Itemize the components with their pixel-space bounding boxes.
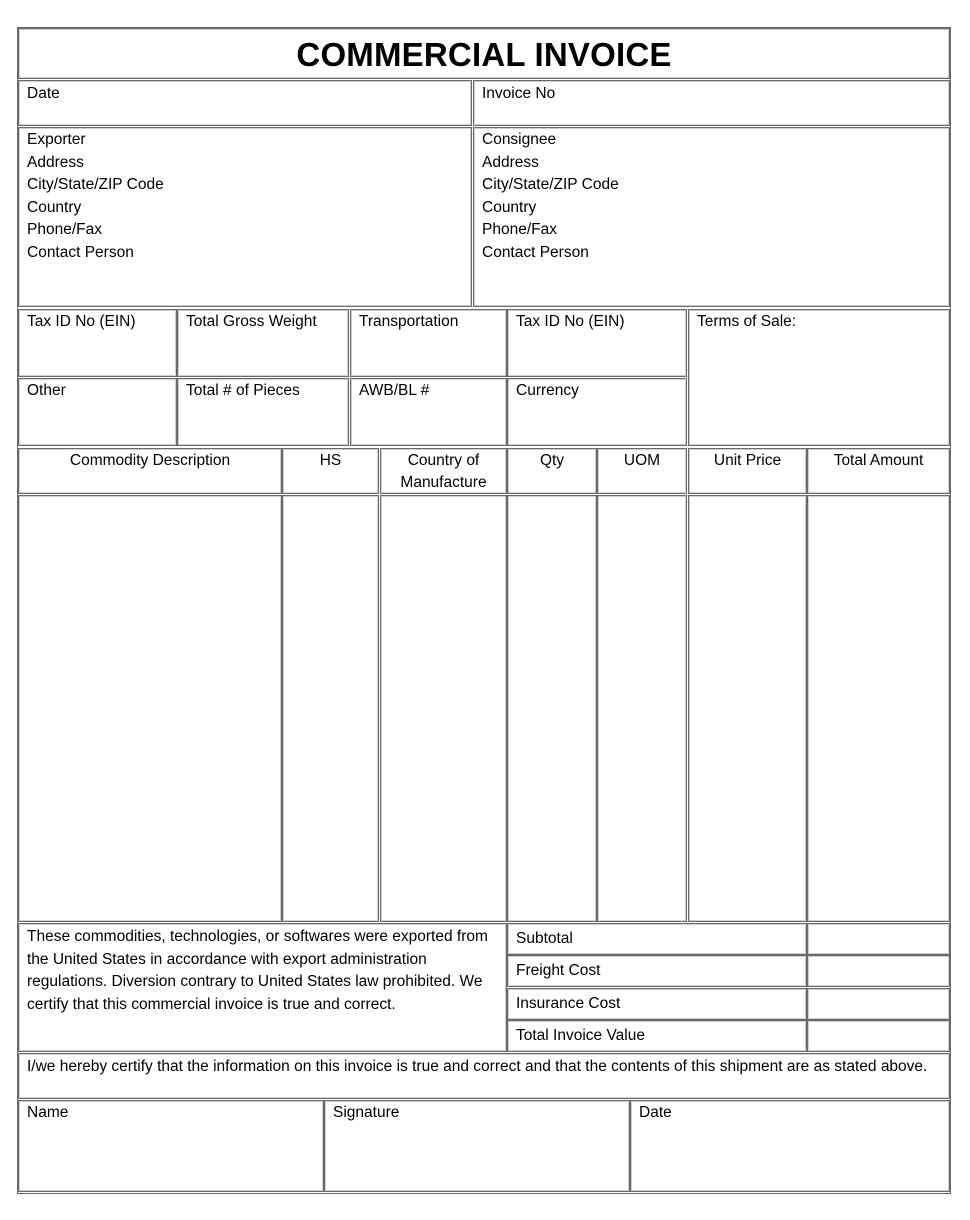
total-invoice-value[interactable] — [807, 1020, 950, 1052]
consignee-block[interactable] — [473, 127, 950, 307]
insurance-cost-label: Insurance Cost — [516, 995, 621, 1012]
insurance-cost-value[interactable] — [807, 988, 950, 1020]
freight-cost-value[interactable] — [807, 955, 950, 987]
col-header-unit-price — [688, 448, 807, 494]
invoice-no-label: Invoice No — [482, 85, 556, 102]
col-qty-label: Qty — [539, 452, 565, 469]
exporter-city-label: City/State/ZIP Code — [27, 176, 164, 193]
transportation-label: Transportation — [359, 313, 459, 330]
subtotal-label: Subtotal — [516, 930, 573, 947]
awb-bl-label: AWB/BL # — [359, 382, 430, 399]
other-field[interactable] — [18, 378, 177, 446]
tax-id-right-field[interactable] — [507, 309, 687, 377]
consignee-city-label: City/State/ZIP Code — [482, 176, 619, 193]
transportation-field[interactable] — [350, 309, 507, 377]
total-pieces-field[interactable] — [177, 378, 349, 446]
col-header-description — [18, 448, 282, 494]
total-invoice-value-label-cell — [507, 1020, 807, 1052]
certification-statement — [18, 1053, 950, 1099]
col-header-hs — [282, 448, 379, 494]
signature-label: Signature — [333, 1104, 400, 1121]
signature-field[interactable] — [324, 1100, 630, 1192]
exporter-block[interactable] — [18, 127, 472, 307]
awb-bl-field[interactable] — [350, 378, 507, 446]
freight-cost-label: Freight Cost — [516, 962, 601, 979]
tax-id-right-label: Tax ID No (EIN) — [516, 313, 625, 330]
body-col-qty[interactable] — [507, 495, 597, 922]
exporter-country-label: Country — [27, 198, 82, 216]
date-field[interactable] — [18, 80, 472, 126]
exporter-phone-label: Phone/Fax — [27, 221, 102, 238]
col-hs-label: HS — [319, 452, 342, 469]
certification-text: I/we hereby certify that the information on this invoice is true and correct and that the contents of this shipment are as stated above. — [27, 1058, 928, 1075]
export-declaration — [18, 923, 507, 1052]
signature-date-label: Date — [639, 1104, 672, 1121]
col-uom-label: UOM — [623, 452, 661, 469]
title-cell — [18, 28, 950, 79]
page-title: COMMERCIAL INVOICE — [296, 36, 672, 73]
col-unit-price-label: Unit Price — [713, 452, 782, 469]
gross-weight-label: Total Gross Weight — [186, 313, 317, 330]
tax-id-left-label: Tax ID No (EIN) — [27, 313, 136, 330]
name-field[interactable] — [18, 1100, 324, 1192]
name-label: Name — [27, 1104, 69, 1121]
col-header-qty — [507, 448, 597, 494]
col-total-amount-label: Total Amount — [833, 452, 924, 469]
gross-weight-field[interactable] — [177, 309, 349, 377]
col-description-label: Commodity Description — [69, 452, 231, 469]
col-header-country — [380, 448, 507, 494]
freight-cost-label-cell — [507, 955, 807, 987]
body-col-hs[interactable] — [282, 495, 379, 922]
tax-id-left-field[interactable] — [18, 309, 177, 377]
col-header-total-amount — [807, 448, 950, 494]
exporter-contact-label: Contact Person — [27, 243, 134, 261]
consignee-fields — [482, 129, 619, 264]
consignee-contact-label: Contact Person — [482, 243, 589, 261]
body-col-uom[interactable] — [597, 495, 687, 922]
currency-field[interactable] — [507, 378, 687, 446]
total-invoice-value-label: Total Invoice Value — [516, 1027, 645, 1044]
body-col-description[interactable] — [18, 495, 282, 922]
consignee-country-label: Country — [482, 198, 537, 216]
exporter-label: Exporter — [27, 131, 86, 148]
terms-of-sale-label: Terms of Sale: — [697, 313, 797, 330]
terms-of-sale-field[interactable] — [688, 309, 950, 446]
col-country-line1: Country of — [407, 452, 480, 469]
consignee-label: Consignee — [482, 131, 557, 148]
subtotal-value[interactable] — [807, 923, 950, 955]
col-header-uom — [597, 448, 687, 494]
export-declaration-text: These commodities, technologies, or softwares were exported from the United States in accordance with export administration regulations. Diversion contrary to United States law prohibited. We certify that this commercial invoice is true and correct. — [27, 928, 488, 1013]
exporter-fields — [27, 129, 164, 264]
date-label: Date — [27, 85, 60, 102]
invoice-no-field[interactable] — [473, 80, 950, 126]
consignee-address-label: Address — [482, 153, 539, 171]
col-country-line2: Manufacture — [400, 474, 487, 491]
other-label: Other — [27, 382, 66, 399]
body-col-country[interactable] — [380, 495, 507, 922]
subtotal-label-cell — [507, 923, 807, 955]
insurance-cost-label-cell — [507, 988, 807, 1020]
consignee-phone-label: Phone/Fax — [482, 221, 557, 238]
total-pieces-label: Total # of Pieces — [186, 382, 300, 399]
currency-label: Currency — [516, 382, 579, 399]
exporter-address-label: Address — [27, 153, 84, 171]
body-col-unit-price[interactable] — [688, 495, 807, 922]
body-col-total-amount[interactable] — [807, 495, 950, 922]
signature-date-field[interactable] — [630, 1100, 950, 1192]
